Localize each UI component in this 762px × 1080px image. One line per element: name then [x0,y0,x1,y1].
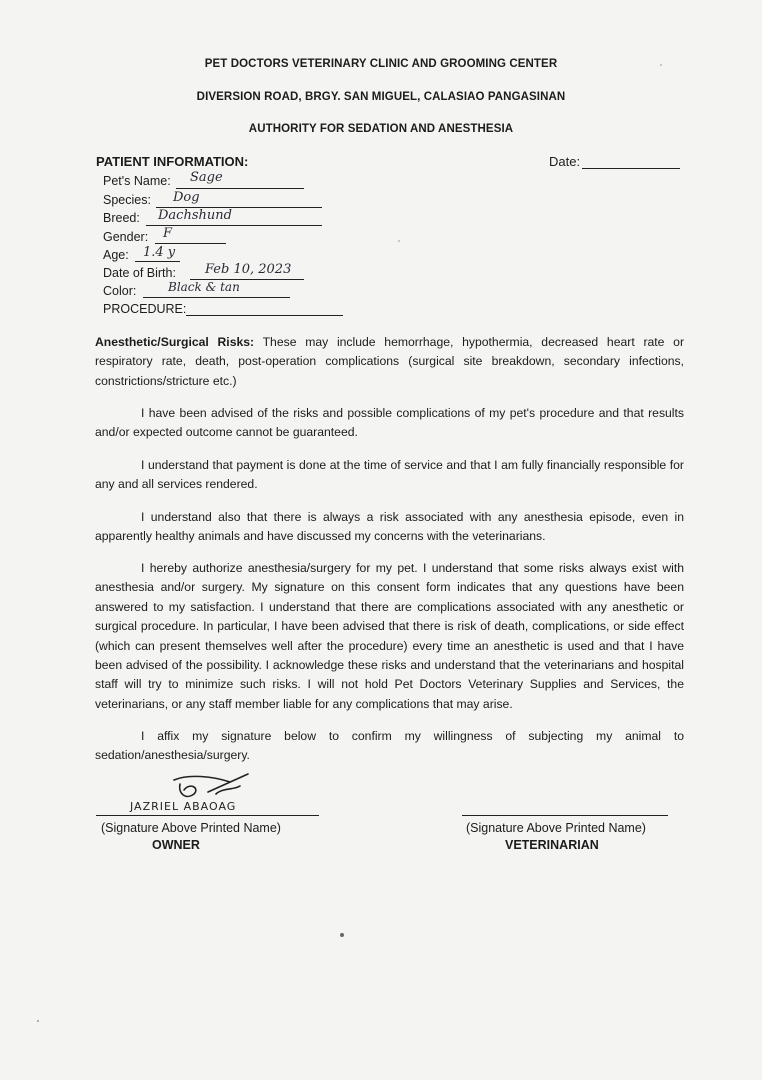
risks-lead: Anesthetic/Surgical Risks: [95,335,255,349]
pet-name-label: Pet's Name: [103,174,171,188]
owner-role-label: OWNER [152,838,200,852]
clinic-address: DIVERSION ROAD, BRGY. SAN MIGUEL, CALASIAO PANGASINAN [196,91,566,103]
breed-value: Dachshund [158,208,232,223]
color-field[interactable] [143,297,290,298]
paragraph-affix: I affix my signature below to confirm my willingness of subjecting my animal to sedation/anesthesia/surgery. [95,729,684,763]
gender-field[interactable] [155,243,226,244]
vet-signature-line[interactable] [462,815,668,816]
vet-role-label: VETERINARIAN [505,838,599,852]
date-label: Date: [549,154,581,169]
scan-speck [660,64,662,66]
color-value: Black & tan [168,280,240,294]
breed-label: Breed: [103,211,140,225]
date-field[interactable] [582,168,680,169]
pet-name-field[interactable] [176,188,304,189]
species-value: Dog [173,190,200,205]
age-label: Age: [103,248,129,262]
color-label: Color: [103,284,137,298]
scan-speck [37,1020,39,1022]
breed-field[interactable] [146,225,322,226]
patient-info-title: PATIENT INFORMATION: [96,154,249,169]
risks-paragraph [95,333,684,391]
dob-label: Date of Birth: [103,266,176,280]
vet-signature-caption: (Signature Above Printed Name) [466,821,646,835]
gender-label: Gender: [103,230,149,244]
gender-value: F [163,226,173,241]
age-field[interactable] [135,261,180,262]
paragraph-advised: I have been advised of the risks and possible complications of my pet's procedure and that results and/or expected outcome cannot be guaranteed. [95,406,684,440]
paragraph-risk: I understand also that there is always a risk associated with any anesthesia episode, even in apparently healthy animals and have discussed my concerns with the veterinarians. [95,510,684,544]
dob-value: Feb 10, 2023 [205,262,292,277]
form-title: AUTHORITY FOR SEDATION AND ANESTHESIA [248,123,514,135]
paragraph-payment: I understand that payment is done at the time of service and that I am fully financially responsible for any and all services rendered. [95,458,684,492]
paragraph-authorize: I hereby authorize anesthesia/surgery for my pet. I understand that some risks always exist with anesthesia and/or surgery. My signature on this consent form indicates that any questions have been answered to my satisfaction. I understand that there are complications associated with any anesthetic or surgical procedure. In particular, I have been advised that there is risk of death, complications, or side effect (which can present themselves well after the procedure) every time an anesthetic is used and that I have been advised of the possibility. I acknowledge these risks and understand that the veterinarians and hospital staff will try to minimize such risks. I will not hold Pet Doctors Veterinary Supplies and Services, the veterinarians, or any staff member liable for any complications that may arise. [95,561,684,711]
risks-text: These may include hemorrhage, hypothermia, decreased heart rate or respiratory rate, death, post-operation complications (surgical site breakdown, secondary infections, constrictions/stricture etc.) [95,335,685,388]
scan-speck [398,240,400,242]
scan-speck [340,933,344,937]
clinic-name: PET DOCTORS VETERINARY CLINIC AND GROOMING CENTER [204,58,558,70]
owner-printed-name: JAZRIEL ABAOAG [130,800,237,813]
procedure-field[interactable] [186,315,343,316]
owner-signature-line[interactable] [96,815,319,816]
owner-signature-caption: (Signature Above Printed Name) [101,821,281,835]
pet-name-value: Sage [190,170,223,185]
procedure-label: PROCEDURE: [103,302,187,316]
species-label: Species: [103,193,151,207]
age-value: 1.4 y [143,245,176,260]
